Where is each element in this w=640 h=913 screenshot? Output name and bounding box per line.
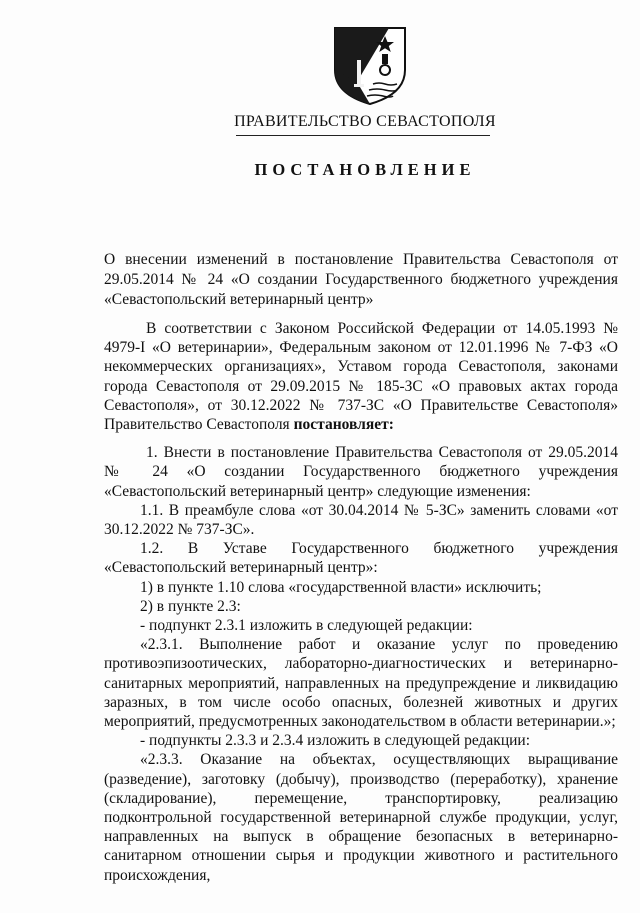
dash-item-1: - подпункт 2.3.1 изложить в следующей редакции:	[140, 617, 473, 635]
sevastopol-coat-of-arms-icon	[327, 22, 413, 106]
header-divider	[236, 135, 490, 136]
item-1-paragraph: 1. Внести в постановление Правительства Севастополя от 29.05.2014 № 24 «О создании Государственного бюджетного учреждения «Севастопольский ветеринарный центр» следующие изменения:	[104, 444, 618, 500]
item-1-2-1-paragraph: 1) в пункте 1.10 слова «государственной власти» исключить;	[140, 578, 542, 596]
document-body	[104, 319, 618, 885]
organization-name: ПРАВИТЕЛЬСТВО СЕВАСТОПОЛЯ	[234, 113, 496, 130]
quoted-subitem-2-3-3: «2.3.3. Оказание на объектах, осуществляющих выращивание (разведение), заготовку (добычу), производство (переработку), хранение (складирование), перемещение, транспортировку, реализацию подконтрольной государственной ветеринарной службе продукции, услуг, направленных на выпуск в обращение безопасных в ветеринарно-санитарном отношении сырья и продукции животного и растительного происхождения,	[104, 751, 618, 884]
preamble-paragraph	[104, 319, 618, 434]
preamble-text: В соответствии с Законом Российской Федерации от 14.05.1993 № 4979-I «О ветеринарии», Федеральным законом от 12.01.1996 № 7-ФЗ «О некоммерческих организациях», Уставом города Севастополя, законами города Севастополя от 29.09.2015 № 185-ЗС «О правовых актах города Севастополя», от 30.12.2022 № 737-ЗС «О Правительстве Севастополя» Правительство Севастополя	[104, 320, 618, 434]
dash-item-2: - подпункты 2.3.3 и 2.3.4 изложить в следующей редакции:	[140, 732, 531, 750]
preamble-decree-word: постановляет:	[293, 416, 394, 434]
item-1-2-paragraph: 1.2. В Уставе Государственного бюджетного учреждения «Севастопольский ветеринарный центр»:	[104, 540, 618, 577]
item-1-1-paragraph: 1.1. В преамбуле слова «от 30.04.2014 № 5-ЗС» заменить словами «от 30.12.2022 № 737-ЗС».	[104, 501, 618, 539]
document-type-title: ПОСТАНОВЛЕНИЕ	[254, 160, 476, 179]
quoted-subitem-2-3-1: «2.3.1. Выполнение работ и оказание услуг по проведению противоэпизоотических, лабораторно-диагностических и ветеринарно-санитарных мероприятий, направленных на предупреждение и ликвидацию заразных, в том числе особо опасных, болезней животных и других мероприятий, предусмотренных законодательством в области ветеринарии.»;	[104, 636, 618, 731]
item-1-2-2-paragraph: 2) в пункте 2.3:	[140, 597, 241, 615]
document-subject: О внесении изменений в постановление Правительства Севастополя от 29.05.2014 № 24 «О создании Государственного бюджетного учреждения «Севастопольский ветеринарный центр»	[104, 251, 618, 308]
